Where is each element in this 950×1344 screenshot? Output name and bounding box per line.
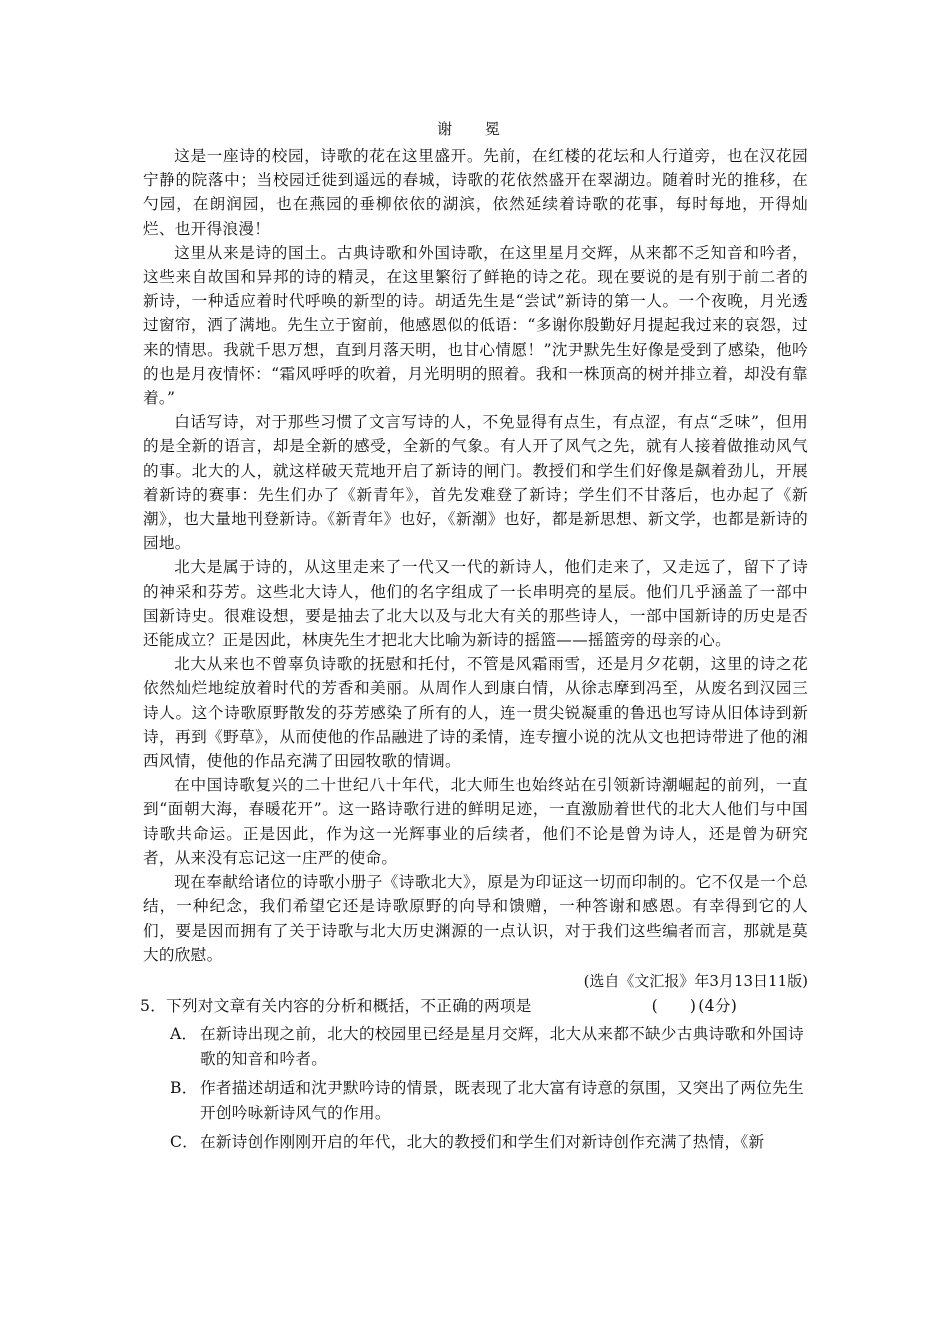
question-stem [140, 993, 805, 1019]
answer-parentheses: ( ) [651, 996, 697, 1015]
option-text: 作者描述胡适和沈尹默吟诗的情景，既表现了北大富有诗意的氛围，又突出了两位先生开创吟咏新诗风气的作用。 [200, 1078, 804, 1123]
question-stem-text: 5．下列对文章有关内容的分析和概括，不正确的两项是 [140, 996, 532, 1015]
option-text: 在新诗创作刚刚开启的年代，北大的教授们和学生们对新诗创作充满了热情，《新 [200, 1132, 765, 1151]
option-text: 在新诗出现之前，北大的校园里已经是星月交辉，北大从来都不缺少古典诗歌和外国诗歌的知音和吟者。 [200, 1024, 804, 1069]
paragraph-5: 北大从来也不曾辜负诗歌的抚慰和托付，不管是风霜雨雪，还是月夕花朝，这里的诗之花依然灿烂地绽放着时代的芳香和美丽。从周作人到康白情，从徐志摩到冯至，从废名到汉园三诗人。这个诗歌原野散发的芬芳感染了所有的人，连一贯尖锐凝重的鲁迅也写诗从旧体诗到新诗，再到《野草》，从而使他的作品融进了诗的柔情，连专擅小说的沈从文也把诗带进了他的湘西风情，使他的作品充满了田园牧歌的情调。 [143, 655, 808, 771]
paragraph-2: 这里从来是诗的国土。古典诗歌和外国诗歌，在这里星月交辉，从来都不乏知音和吟者，这些来自故国和异邦的诗的精灵，在这里繁衍了鲜艳的诗之花。现在要说的是有别于前二者的新诗，一种适应着时代呼唤的新型的诗。胡适先生是“尝试”新诗的第一人。一个夜晚，月光透过窗帘，洒了满地。先生立于窗前，他感恩似的低语：“多谢你殷勤好月提起我过来的哀怨，过来的情思。我就千思万想，直到月落天明，也甘心情愿！”沈尹默先生好像是受到了感染，他吟的也是月夜情怀：“霜风呼呼的吹着，月光明明的照着。我和一株顶高的树并排立着，却没有靠着。” [143, 243, 808, 408]
option-a [140, 1022, 805, 1073]
question-score: (4分) [698, 996, 738, 1015]
paragraph-6: 在中国诗歌复兴的二十世纪八十年代，北大师生也始终站在引领新诗潮崛起的前列，一直到“面朝大海，春暖花开”。这一路诗歌行进的鲜明足迹，一直激励着世代的北大人他们与中国诗歌共命运。正是因此，作为这一光辉事业的后续者，他们不论是曾为诗人，还是曾为研究者，从来没有忘记这一庄严的使命。 [143, 776, 808, 867]
paragraph-3: 白话写诗，对于那些习惯了文言写诗的人，不免显得有点生，有点涩，有点“乏味”，但用的是全新的语言，却是全新的感受，全新的气象。有人开了风气之先，就有人接着做推动风气的事。北大的人，就这样破天荒地开启了新诗的闸门。教授们和学生们好像是飙着劲儿，开展着新诗的赛事：先生们办了《新青年》，首先发难登了新诗；学生们不甘落后，也办起了《新潮》，也大量地刊登新诗。《新青年》也好，《新潮》也好，都是新思想、新文学，也都是新诗的园地。 [143, 413, 808, 553]
option-letter: A． [170, 1024, 198, 1043]
option-c [140, 1130, 805, 1156]
paragraph-1: 这是一座诗的校园，诗歌的花在这里盛开。先前，在红楼的花坛和人行道旁，也在汉花园宁静的院落中；当校园迁徙到遥远的春城，诗歌的花依然盛开在翠湖边。随着时光的推移，在勺园，在朗润园，也在燕园的垂柳依依的湖滨，依然延续着诗歌的花事，每时每地，开得灿烂、也开得浪漫！ [143, 147, 808, 238]
option-b [140, 1076, 805, 1127]
option-letter: B． [170, 1078, 198, 1097]
author-name: 谢 冕 [437, 120, 514, 138]
paragraph-4: 北大是属于诗的，从这里走来了一代又一代的新诗人，他们走来了，又走远了，留下了诗的神采和芬芳。这些北大诗人，他们的名字组成了一长串明亮的星辰。他们几乎涵盖了一部中国新诗史。很难设想，要是抽去了北大以及与北大有关的那些诗人，一部中国新诗的历史是否还能成立？正是因此，林庚先生才把北大比喻为新诗的摇篮——摇篮旁的母亲的心。 [143, 558, 808, 650]
document-page [140, 118, 808, 1155]
option-letter: C． [170, 1132, 199, 1151]
source-citation: (选自《文汇报》年3月13日11版) [583, 971, 808, 990]
paragraph-7: 现在奉献给诸位的诗歌小册子《诗歌北大》，原是为印证这一切而印制的。它不仅是一个总结，一种纪念，我们希望它还是诗歌原野的向导和馈赠，一种答谢和感恩。有幸得到它的人们，要是因而拥有了关于诗歌与北大历史渊源的一点认识，对于我们这些编者而言，那就是莫大的欣慰。 [143, 873, 808, 964]
